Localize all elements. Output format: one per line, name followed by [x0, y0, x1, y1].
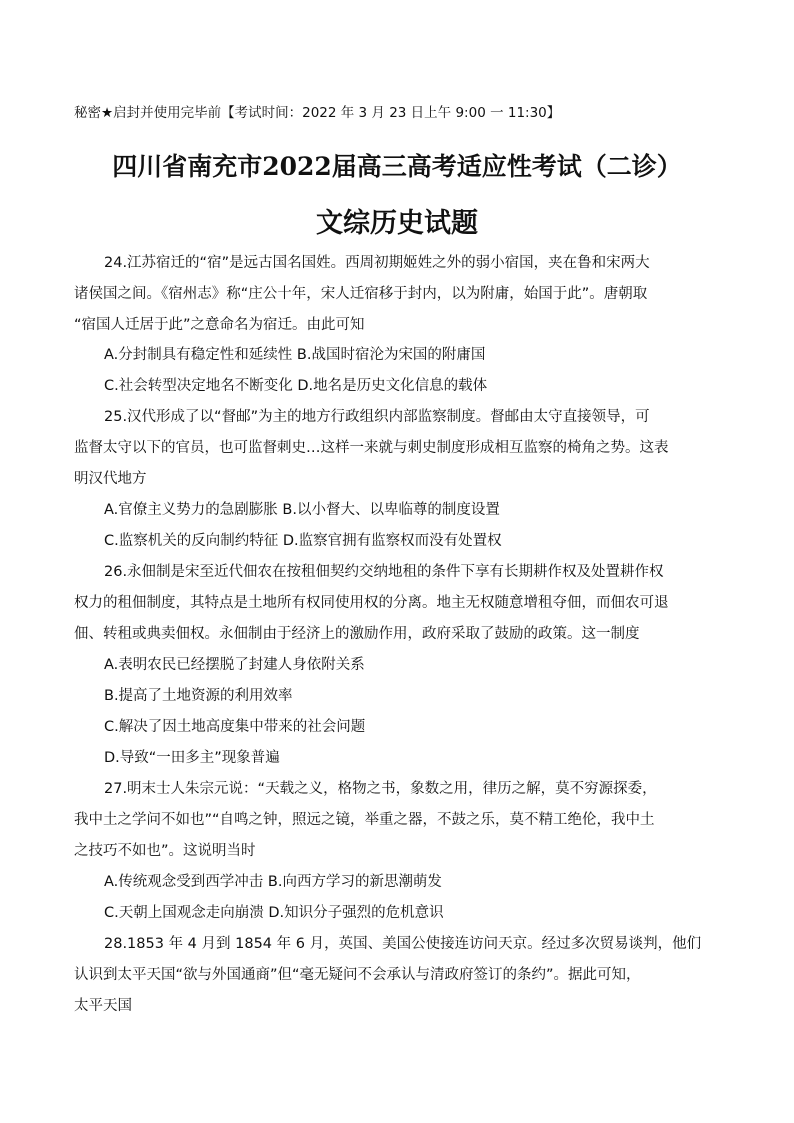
question-27-options-cd: C.天朝上国观念走向崩溃 D.知识分子强烈的危机意识	[104, 905, 444, 921]
question-25-line-2: 监督太守以下的官员，也可监督刺史…这样一来就与刺史制度形成相互监察的椅角之势。这表	[74, 440, 669, 456]
question-26-line-3: 佃、转租或典卖佃权。永佃制由于经济上的激励作用，政府采取了鼓励的政策。这一制度	[74, 626, 640, 642]
question-28-line-1: 28.1853 年 4 月到 1854 年 6 月，英国、美国公使接连访问天京。经过多次贸易谈判，他们	[104, 936, 702, 952]
question-25-options-cd: C.监察机关的反向制约特征 D.监察官拥有监察权而没有处置权	[104, 533, 502, 549]
question-25-options-ab: A.官僚主义势力的急剧膨胀 B.以小督大、以卑临尊的制度设置	[104, 502, 500, 518]
question-26-line-2: 权力的租佃制度，其特点是土地所有权同使用权的分离。地主无权随意增租夺佃，而佃农可退	[74, 595, 669, 611]
question-27-line-2: 我中土之学问不如也”“自鸣之钟，照远之镜，举重之器，不鼓之乐，莫不精工绝伦，我中土	[74, 812, 655, 828]
question-26-option-c: C.解决了因土地高度集中带来的社会问题	[104, 719, 366, 735]
question-26-option-a: A.表明农民已经摆脱了封建人身依附关系	[104, 657, 365, 673]
question-24-options-cd: C.社会转型决定地名不断变化 D.地名是历史文化信息的载体	[104, 378, 488, 394]
question-24-line-3: “宿国人迁居于此”之意命名为宿迁。由此可知	[74, 317, 365, 333]
question-27-options-ab: A.传统观念受到西学冲击 B.向西方学习的新思潮萌发	[104, 874, 442, 890]
question-28-line-2: 认识到太平天国“欲与外国通商”但“毫无疑问不会承认与清政府签订的条约”。据此可知，	[74, 967, 641, 983]
exam-title: 四川省南充市2022届高三高考适应性考试（二诊）	[112, 152, 682, 181]
question-25-line-3: 明汉代地方	[74, 471, 147, 487]
question-24-options-ab: A.分封制具有稳定性和延续性 B.战国时宿沦为宋国的附庸国	[104, 347, 486, 363]
question-27-line-3: 之技巧不如也”。这说明当时	[74, 843, 256, 859]
question-26-option-d: D.导致“一田多主”现象普遍	[104, 750, 280, 766]
exam-time-notice: 秘密★启封并使用完毕前【考试时间：2022 年 3 月 23 日上午 9:00 一 11:30】	[74, 105, 561, 121]
question-24-line-2: 诸侯国之间。《宿州志》称“庄公十年，宋人迁宿移于封内，以为附庸，始国于此”。唐朝取	[74, 286, 648, 302]
question-26-line-1: 26.永佃制是宋至近代佃农在按租佃契约交纳地租的条件下享有长期耕作权及处置耕作权	[104, 564, 664, 580]
question-24-line-1: 24.江苏宿迁的“宿”是远古国名国姓。西周初期姬姓之外的弱小宿国，夹在鲁和宋两大	[104, 255, 650, 271]
subject-title: 文综历史试题	[316, 208, 478, 239]
question-25-line-1: 25.汉代形成了以“督邮”为主的地方行政组织内部监察制度。督邮由太守直接领导，可	[104, 409, 650, 425]
question-26-option-b: B.提高了土地资源的利用效率	[104, 688, 293, 704]
question-27-line-1: 27.明末士人朱宗元说：“天载之义，格物之书，象数之用，律历之解，莫不穷源探委，	[104, 781, 657, 797]
question-28-line-3: 太平天国	[74, 998, 132, 1014]
